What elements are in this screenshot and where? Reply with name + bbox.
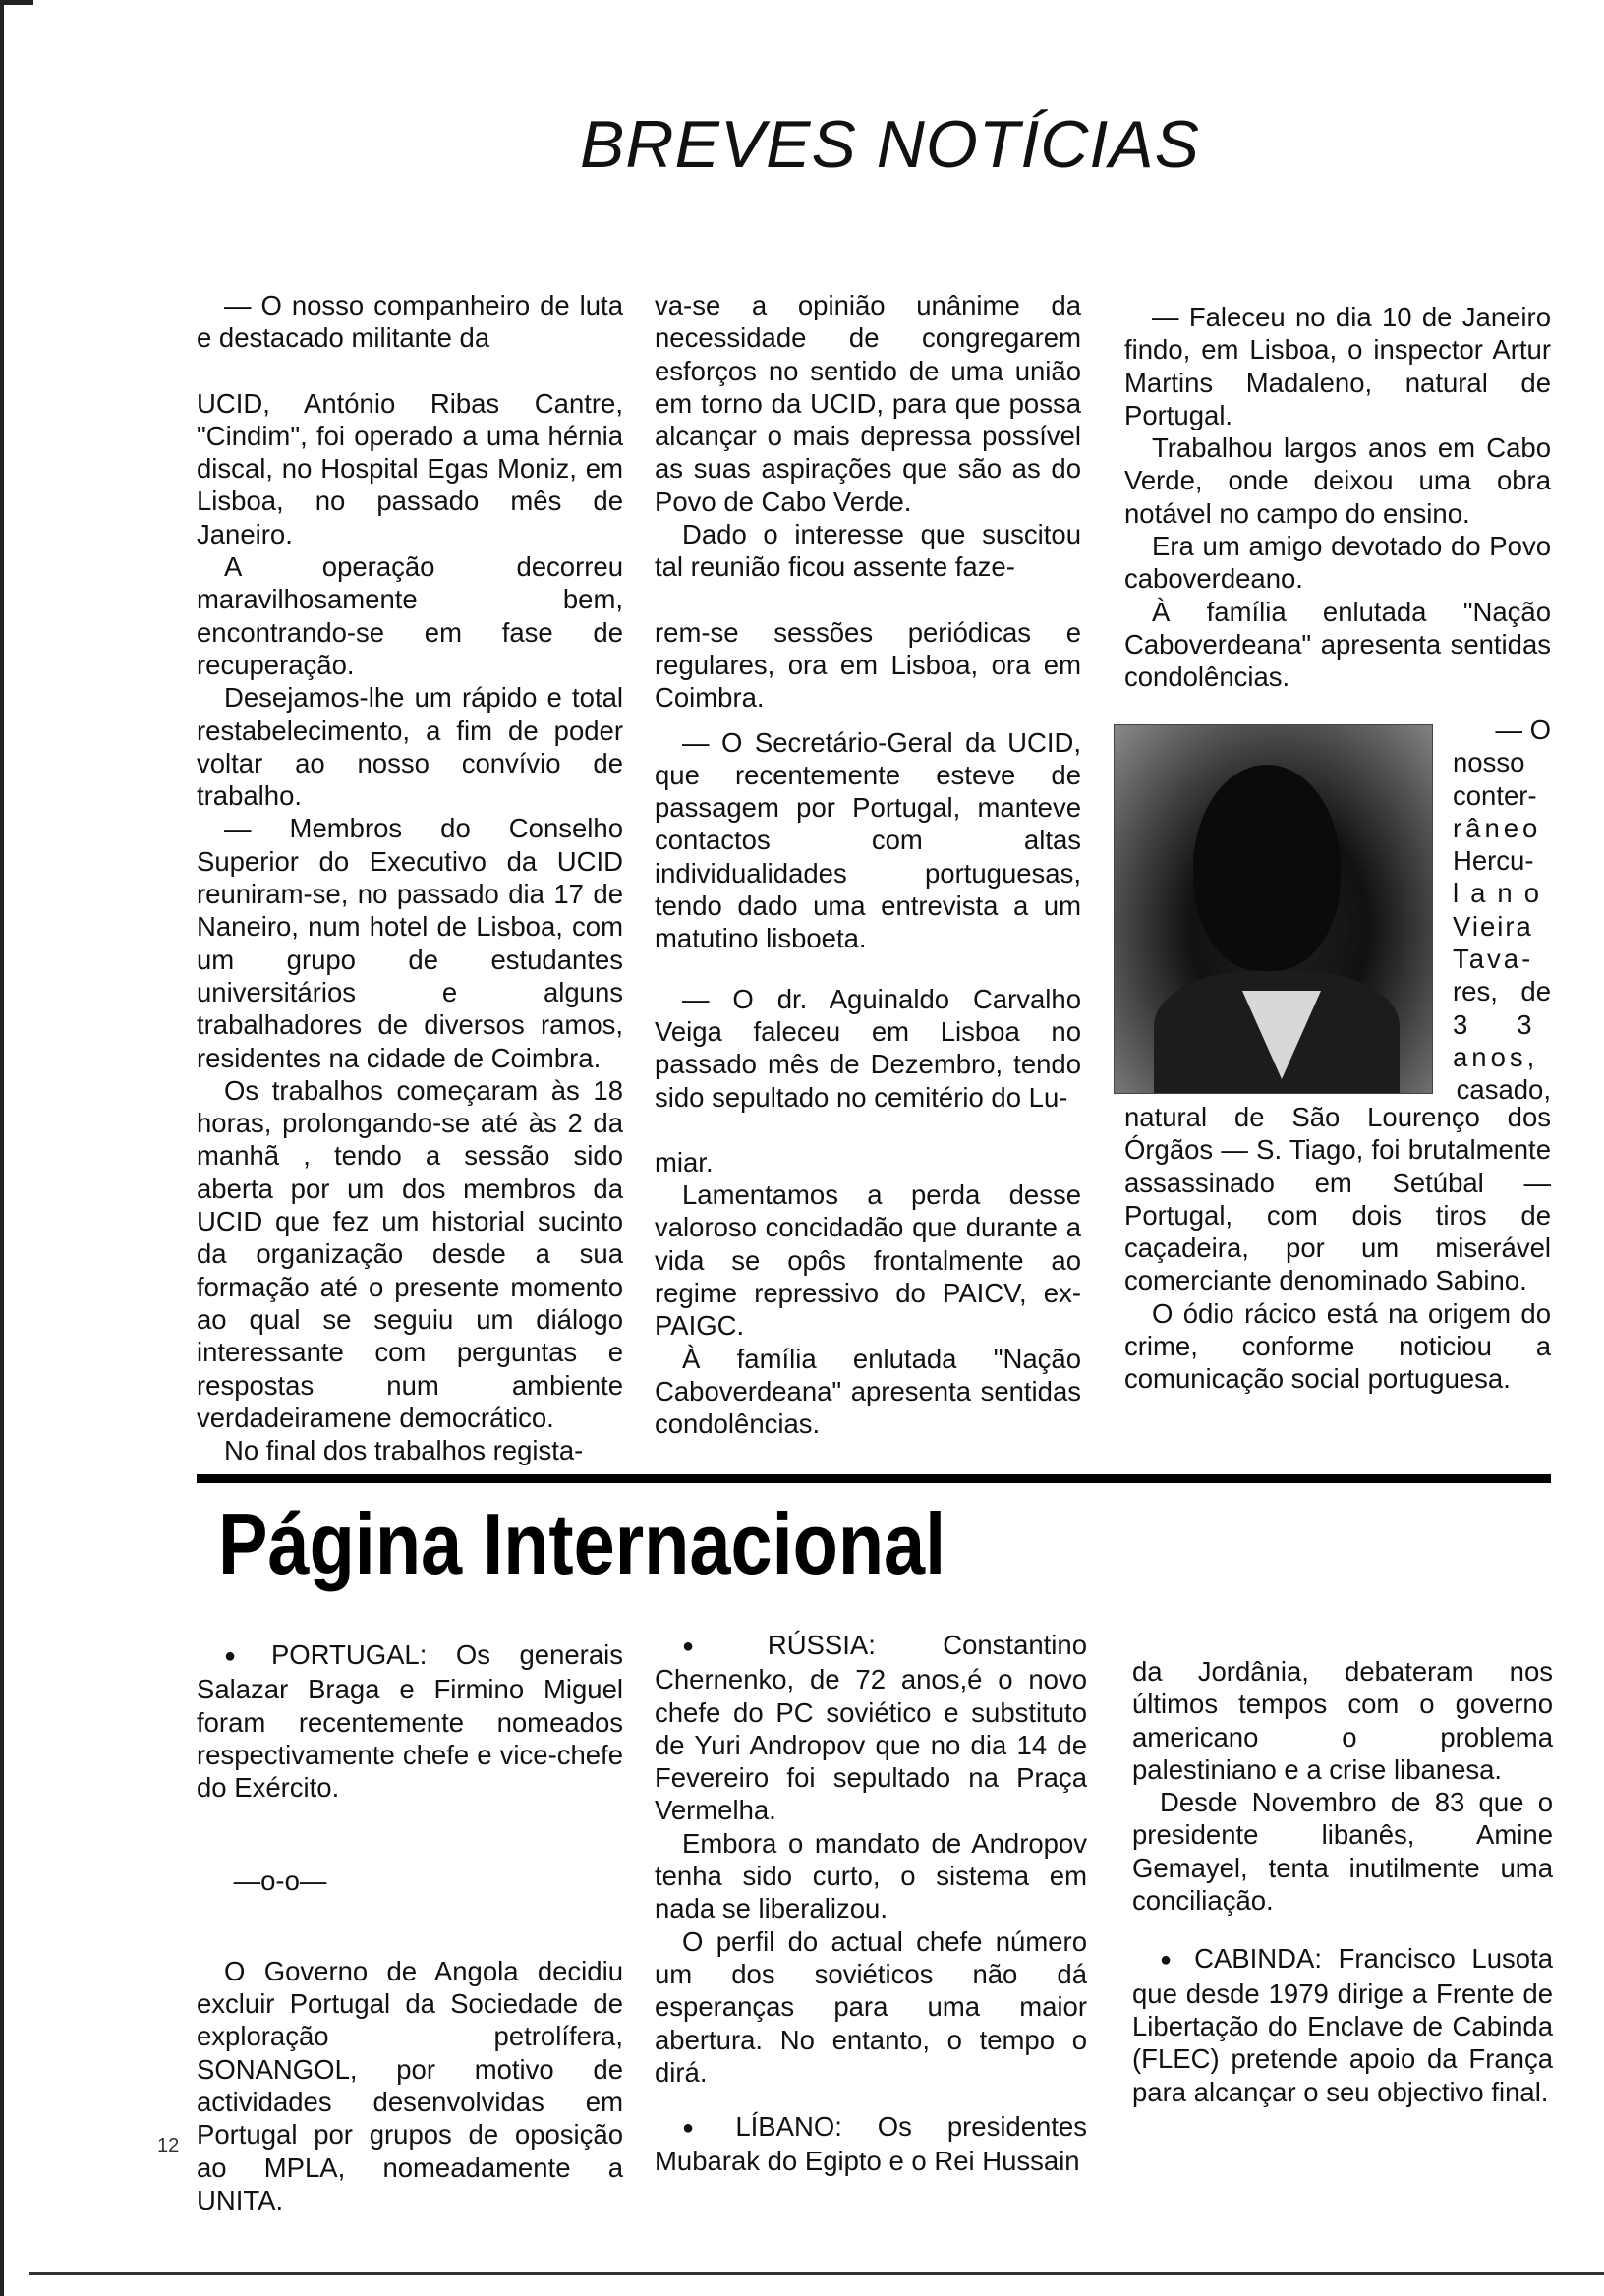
corner-mark bbox=[0, 0, 33, 5]
text-line: Vieira bbox=[1453, 910, 1533, 942]
paragraph: — Faleceu no dia 10 de Janeiro findo, em Lisboa, o inspector Artur Martins Madaleno, natural de Portugal. bbox=[1124, 302, 1551, 430]
left-border bbox=[0, 0, 4, 2296]
paragraph: — O Secretário-Geral da UCID, que recentemente esteve de passagem por Portugal, manteve contactos com altas individualidades portuguesas, tendo dado uma entrevista a um matutino lisboeta. bbox=[655, 726, 1081, 954]
paragraph: CABINDA: Francisco Lusota que desde 1979 dirige a Frente de Libertação do Enclave de Cabinda (FLEC) pretende apoio da França para alcançar o seu objectivo final. bbox=[1132, 1943, 1553, 2107]
paragraph: À família enlutada "Nação Caboverdeana" apresenta sentidas condolências. bbox=[655, 1343, 1081, 1440]
intl-column-3 bbox=[1132, 1655, 1553, 2108]
section-divider bbox=[197, 1474, 1551, 1483]
paragraph: Dado o interesse que suscitou tal reunião ficou assente faze- bbox=[655, 519, 1081, 583]
paragraph: Trabalhou largos anos em Cabo Verde, onde deixou uma obra notável no campo do ensino. bbox=[1124, 432, 1551, 529]
text-line: Tava- bbox=[1453, 944, 1534, 975]
text-line: nosso bbox=[1453, 747, 1525, 778]
paragraph: PORTUGAL: Os generais Salazar Braga e Firmino Miguel foram recentemente nomeados respectivamente chefe e vice-chefe do Exército. bbox=[197, 1639, 623, 1804]
paragraph: da Jordânia, debateram nos últimos tempos com o governo americano o problema palestiniano e a crise libanesa. bbox=[1132, 1656, 1553, 1785]
text-line: — O bbox=[1495, 715, 1551, 745]
text-line: lano bbox=[1453, 878, 1551, 909]
paragraph: — O nosso companheiro de luta e destacado militante da bbox=[197, 290, 623, 354]
bullet-icon: ● bbox=[682, 2117, 722, 2140]
paragraph: O perfil do actual chefe número um dos soviéticos não dá esperanças para uma maior abertura. No entanto, o tempo o dirá. bbox=[655, 1925, 1087, 2088]
text-line: Hercu- bbox=[1453, 845, 1534, 877]
paragraph: va-se a opinião unânime da necessidade de congregarem esforços no sentido de uma união em torno da UCID, para que possa alcançar o mais depressa possível as suas aspirações que são as do Povo de Cabo Verde. bbox=[655, 290, 1081, 517]
paragraph: miar. bbox=[655, 1146, 714, 1177]
article-column-2 bbox=[655, 289, 1081, 1441]
paragraph: UCID, António Ribas Cantre, "Cindim", foi operado a uma hérnia discal, no Hospital Egas Moniz, em Lisboa, no passado mês de Janeiro. bbox=[197, 387, 623, 549]
bullet-icon: ● bbox=[682, 1636, 754, 1657]
paragraph: — Membros do Conselho Superior do Executivo da UCID reuniram-se, no passado dia 17 de Naneiro, num hotel de Lisboa, com um grupo de estudantes universitários e alguns trabalhadores de diversos ramos, residentes na cidade de Coimbra. bbox=[197, 813, 623, 1073]
paragraph: Os trabalhos começaram às 18 horas, prolongando-se até às 2 da manhã , tendo a sessão sido aberta por um dos membros da UCID que fez um historial sucinto da organização desde a sua formação até o presente momento ao qual se seguiu um diálogo interessante com perguntas e respostas num ambiente verdadeiramene democrático. bbox=[197, 1074, 623, 1433]
bullet-icon: ● bbox=[224, 1645, 258, 1667]
paragraph: Lamentamos a perda desse valoroso concidadão que durante a vida se opôs frontalmente ao regime repressivo do PAICV, ex-PAIGC. bbox=[655, 1179, 1081, 1342]
page-number: 12 bbox=[157, 2135, 180, 2156]
intl-column-1 bbox=[197, 1638, 623, 2216]
paragraph: O ódio rácico está na origem do crime, conforme noticiou a comunicação social portuguesa. bbox=[1124, 1297, 1551, 1395]
portrait-photo bbox=[1114, 724, 1433, 1094]
paragraph: A operação decorreu maravilhosamente bem, encontrando-se em fase de recuperação. bbox=[197, 551, 623, 680]
bottom-rule bbox=[29, 2272, 1604, 2275]
paragraph: Embora o mandato de Andropov tenha sido curto, o sistema em nada se liberalizou. bbox=[655, 1827, 1087, 1924]
article-column-3 bbox=[1124, 301, 1551, 694]
text-line: res, de bbox=[1453, 976, 1551, 1007]
section-title-breves: BREVES NOTÍCIAS bbox=[580, 107, 1200, 182]
text-line: râneo bbox=[1453, 812, 1542, 843]
photo-side-text bbox=[1453, 714, 1581, 1107]
section-title-internacional: Página Internacional bbox=[218, 1495, 946, 1592]
paragraph: rem-se sessões periódicas e regulares, ora em Lisboa, ora em Coimbra. bbox=[655, 616, 1081, 714]
intl-column-2 bbox=[655, 1629, 1087, 2178]
paragraph: natural de São Lourenço dos Órgãos — S. Tiago, foi brutalmente assassinado em Setúbal — Portugal, com dois tiros de caçadeira, por um miserável comerciante denominado Sabino. bbox=[1124, 1102, 1551, 1296]
text-line: conter- bbox=[1453, 779, 1537, 811]
text-line: anos, bbox=[1453, 1041, 1539, 1072]
paragraph: No final dos trabalhos regista- bbox=[224, 1435, 584, 1466]
paragraph: RÚSSIA: Constantino Chernenko, de 72 anos,é o novo chefe do PC soviético e substituto de Yuri Andropov que no dia 14 de Fevereiro foi sepultado na Praça Vermelha. bbox=[655, 1630, 1087, 1826]
paragraph: O Governo de Angola decidiu excluir Portugal da Sociedade de exploração petrolífera, SONANGOL, por motivo de actividades desenvolvidas em Portugal por grupos de oposição ao MPLA, nomeadamente a UNITA. bbox=[197, 1955, 623, 2215]
separator-mark: —o-o— bbox=[233, 1866, 327, 1897]
paragraph: Desejamos-lhe um rápido e total restabelecimento, a fim de poder voltar ao nosso convívio de trabalho. bbox=[197, 682, 623, 812]
bullet-icon: ● bbox=[1160, 1949, 1181, 1972]
paragraph: LÍBANO: Os presidentes Mubarak do Egipto e o Rei Hussain bbox=[655, 2111, 1087, 2177]
paragraph: Era um amigo devotado do Povo caboverdeano. bbox=[1124, 531, 1551, 595]
article-column-3-cont bbox=[1124, 1101, 1551, 1396]
paragraph: Desde Novembro de 83 que o presidente libanês, Amine Gemayel, tenta inutilmente uma conciliação. bbox=[1132, 1787, 1553, 1917]
paragraph: — O dr. Aguinaldo Carvalho Veiga faleceu em Lisboa no passado mês de Dezembro, tendo sido sepultado no cemitério do Lu- bbox=[655, 983, 1081, 1113]
text-line: 33 bbox=[1453, 1008, 1581, 1040]
article-column-1 bbox=[197, 289, 623, 1466]
paragraph: À família enlutada "Nação Caboverdeana" apresenta sentidas condolências. bbox=[1124, 596, 1551, 693]
text-line: casado, bbox=[1456, 1074, 1551, 1106]
